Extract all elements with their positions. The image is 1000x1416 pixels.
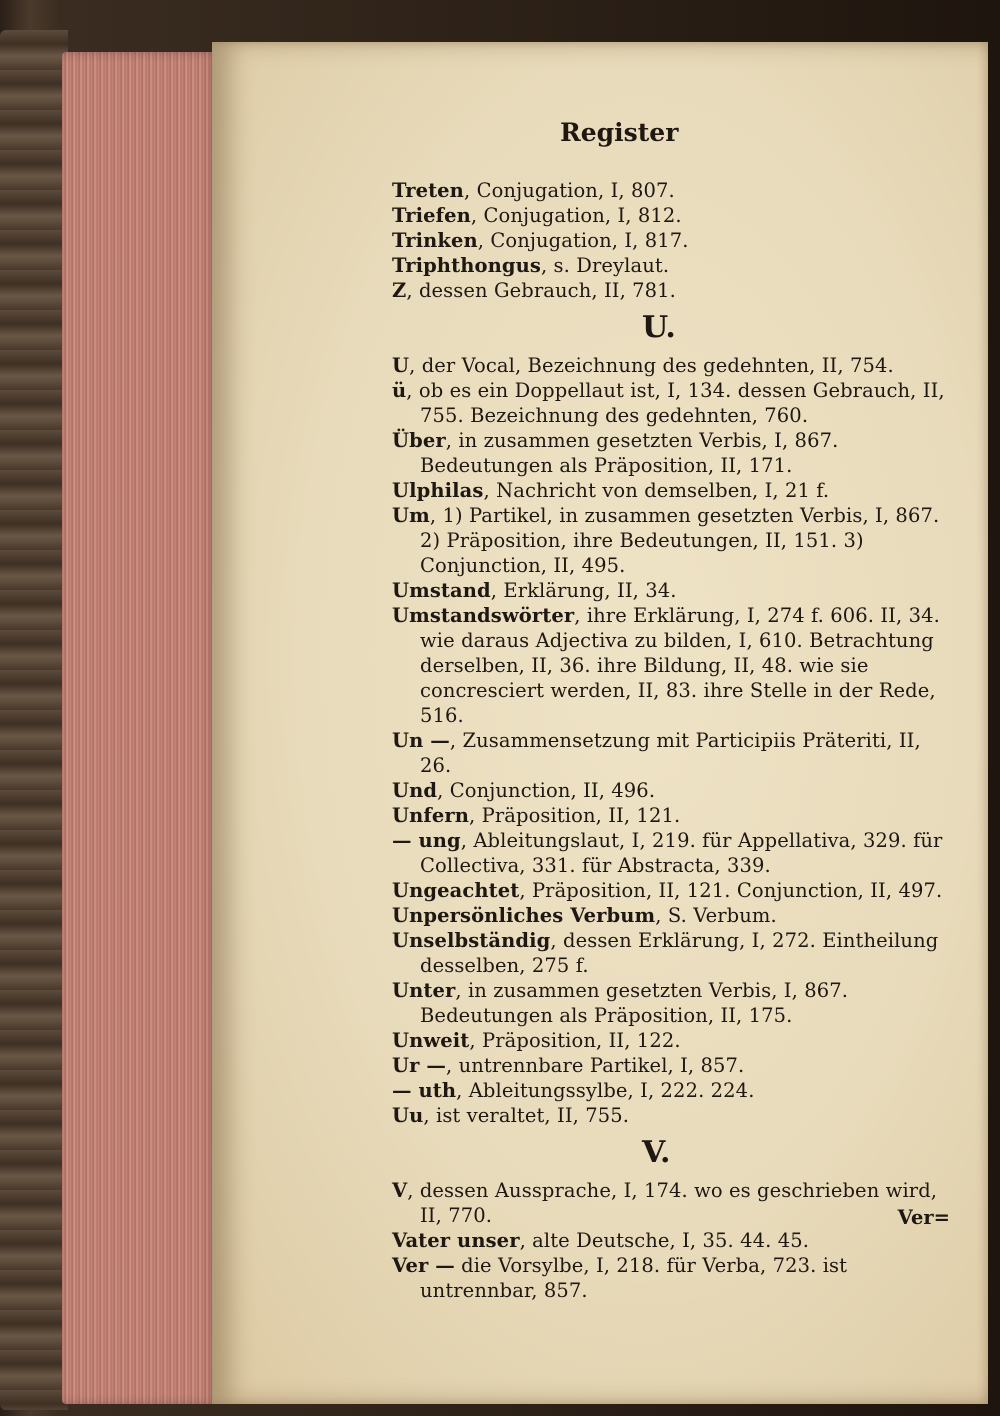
index-entry: [392, 878, 952, 903]
entry-lemma: Unselbständig: [392, 929, 551, 952]
index-entry: [392, 353, 952, 378]
entry-text: , S. Verbum.: [655, 904, 777, 927]
entry-text: , Präposition, II, 121. Conjunction, II, 497.: [519, 879, 943, 902]
entry-text: , ihre Erklärung, I, 274 f. 606. II, 34. wie daraus Adjectiva zu bilden, I, 610. Betrachtung derselben, II, 36. ihre Bildung, II, 48. wie sie concresciert werden, II, 83. ihre Stelle in der Rede, 516.: [420, 604, 940, 727]
index-entry: [392, 478, 952, 503]
index-entry: [392, 503, 952, 578]
section-letter: U.: [642, 310, 676, 345]
entry-lemma: Triphthongus: [392, 254, 541, 277]
entry-lemma: ü: [392, 379, 407, 402]
entry-text: , alte Deutsche, I, 35. 44. 45.: [519, 1229, 810, 1252]
entry-lemma: Unpersönliches Verbum: [392, 904, 656, 927]
index-entry: [392, 1178, 952, 1228]
catchword: Ver=: [897, 1206, 950, 1229]
index-entry: [392, 203, 952, 228]
index-entry: [392, 253, 952, 278]
entry-lemma: Treten: [392, 179, 464, 202]
index-entry: [392, 1228, 952, 1253]
index-entry: [392, 1053, 952, 1078]
index-entry: [392, 578, 952, 603]
entry-text: , Conjunction, II, 496.: [437, 779, 656, 802]
index-entry: [392, 278, 952, 303]
index-entry: [392, 1028, 952, 1053]
entry-lemma: — uth: [392, 1079, 457, 1102]
entry-lemma: Unweit: [392, 1029, 470, 1052]
entry-lemma: Z: [392, 279, 407, 302]
entry-lemma: Um: [392, 504, 430, 527]
index-entry: [392, 1253, 952, 1303]
index-entry: [392, 978, 952, 1028]
index-entry: [392, 778, 952, 803]
entry-text: , Conjugation, I, 817.: [477, 229, 689, 252]
entry-text: , s. Dreylaut.: [540, 254, 670, 277]
entry-lemma: Und: [392, 779, 438, 802]
entry-text: , ist veraltet, II, 755.: [423, 1104, 630, 1127]
entry-text: , Präposition, II, 122.: [469, 1029, 681, 1052]
entry-text: , der Vocal, Bezeichnung des gedehnten, II, 754.: [409, 354, 894, 377]
index-entry: [392, 728, 952, 778]
entry-text: , in zusammen gesetzten Verbis, I, 867. Bedeutungen als Präposition, II, 175.: [420, 979, 849, 1027]
section-letter: V.: [642, 1135, 671, 1170]
entry-text: , ob es ein Doppellaut ist, I, 134. dessen Gebrauch, II, 755. Bezeichnung des gedehnten, 760.: [406, 379, 945, 427]
running-header: Register: [560, 118, 679, 147]
entry-text: , Nachricht von demselben, I, 21 f.: [483, 479, 830, 502]
entry-lemma: U: [392, 354, 410, 377]
entry-lemma: Triefen: [392, 204, 471, 227]
index-entry: [392, 1103, 952, 1128]
entry-text: , Zusammensetzung mit Participiis Präteriti, II, 26.: [420, 729, 921, 777]
index-entry: [392, 428, 952, 478]
index-entry: [392, 928, 952, 978]
entry-text: , dessen Gebrauch, II, 781.: [406, 279, 676, 302]
entry-text: die Vorsylbe, I, 218. für Verba, 723. ist untrennbar, 857.: [420, 1254, 848, 1302]
index-entry: [392, 603, 952, 728]
entry-lemma: Ur —: [392, 1054, 446, 1077]
entry-lemma: Ulphilas: [392, 479, 484, 502]
entry-text: , Erklärung, II, 34.: [490, 579, 677, 602]
entry-text: , Conjugation, I, 812.: [470, 204, 682, 227]
index-entry: [392, 228, 952, 253]
index-entry: [392, 178, 952, 203]
entry-text: , Präposition, II, 121.: [469, 804, 681, 827]
entry-lemma: Ver —: [392, 1254, 455, 1277]
index-entry: [392, 803, 952, 828]
entry-text: , untrennbare Partikel, I, 857.: [445, 1054, 745, 1077]
entry-text: , 1) Partikel, in zusammen gesetzten Verbis, I, 867. 2) Präposition, ihre Bedeutungen, II, 151. 3) Conjunction, II, 495.: [420, 504, 940, 577]
entry-lemma: Uu: [392, 1104, 424, 1127]
entry-lemma: Umstand: [392, 579, 491, 602]
entry-lemma: Trinken: [392, 229, 478, 252]
entry-lemma: Über: [392, 429, 446, 452]
entry-lemma: Vater unser: [392, 1229, 520, 1252]
entry-text: , Ableitungslaut, I, 219. für Appellativa, 329. für Collectiva, 331. für Abstracta, 339.: [420, 829, 943, 877]
entry-text: , in zusammen gesetzten Verbis, I, 867. Bedeutungen als Präposition, II, 171.: [420, 429, 839, 477]
entry-text: , dessen Erklärung, I, 272. Eintheilung desselben, 275 f.: [420, 929, 939, 977]
entry-lemma: V: [392, 1179, 408, 1202]
entry-lemma: Umstandswörter: [392, 604, 575, 627]
entry-lemma: Unfern: [392, 804, 470, 827]
index-entry: [392, 378, 952, 428]
index-entry: [392, 903, 952, 928]
entry-text: , Ableitungssylbe, I, 222. 224.: [456, 1079, 755, 1102]
entry-text: , dessen Aussprache, I, 174. wo es geschrieben wird, II, 770.: [407, 1179, 938, 1227]
entry-lemma: — ung: [392, 829, 461, 852]
index-entry: [392, 1078, 952, 1103]
entry-lemma: Unter: [392, 979, 456, 1002]
index-entry: [392, 828, 952, 878]
entry-text: , Conjugation, I, 807.: [463, 179, 675, 202]
index-entries: [392, 178, 952, 1303]
entry-lemma: Ungeachtet: [392, 879, 520, 902]
entry-lemma: Un —: [392, 729, 450, 752]
